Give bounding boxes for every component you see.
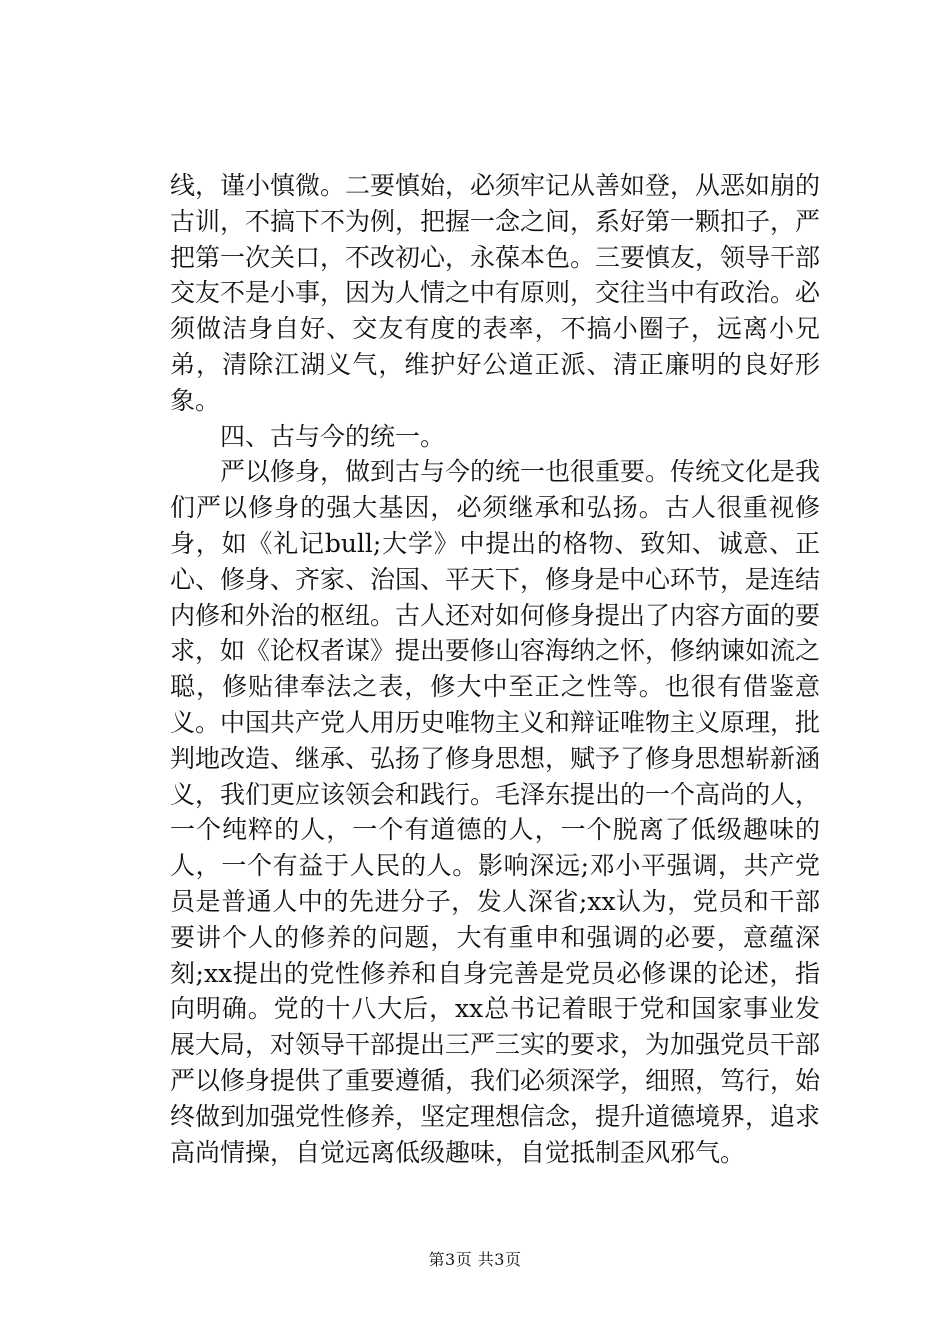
document-body xyxy=(170,168,820,1170)
page-footer: 第3页 共3页 xyxy=(428,1250,522,1269)
section-heading-4: 四、古与今的统一。 xyxy=(220,421,446,451)
paragraph-section-4: 严以修身，做到古与今的统一也很重要。传统文化是我们严以修身的强大基因，必须继承和弘扬。古人很重视修身，如《礼记bull;大学》中提出的格物、致知、诚意、正心、修身、齐家、治国、平天下，修身是中心环节，是连结内修和外治的枢纽。古人还对如何修身提出了内容方面的要求，如《论权者谋》提出要修山容海纳之怀，修纳谏如流之聪，修贴律奉法之表，修大中至正之性等。也很有借鉴意义。中国共产党人用历史唯物主义和辩证唯物主义原理，批判地改造、继承、弘扬了修身思想，赋予了修身思想崭新涵义，我们更应该领会和践行。毛泽东提出的一个高尚的人，一个纯粹的人，一个有道德的人，一个脱离了低级趣味的人，一个有益于人民的人。影响深远;邓小平强调，共产党员是普通人中的先进分子，发人深省;xx认为，党员和干部要讲个人的修养的问题，大有重申和强调的必要，意蕴深刻;xx提出的党性修养和自身完善是党员必修课的论述，指向明确。党的十八大后，xx总书记着眼于党和国家事业发展大局，对领导干部提出三严三实的要求，为加强党员干部严以修身提供了重要遵循，我们必须深学，细照，笃行，始终做到加强党性修养，坚定理想信念，提升道德境界，追求高尚情操，自觉远离低级趣味，自觉抵制歪风邪气。 xyxy=(170,457,821,1167)
paragraph-continuation: 线，谨小慎微。二要慎始，必须牢记从善如登，从恶如崩的古训，不搞下不为例，把握一念之间，系好第一颗扣子，严把第一次关口，不改初心，永葆本色。三要慎友，领导干部交友不是小事，因为人情之中有原则，交往当中有政治。必须做洁身自好、交友有度的表率，不搞小圈子，远离小兄弟，清除江湖义气，维护好公道正派、清正廉明的良好形象。 xyxy=(170,171,821,415)
